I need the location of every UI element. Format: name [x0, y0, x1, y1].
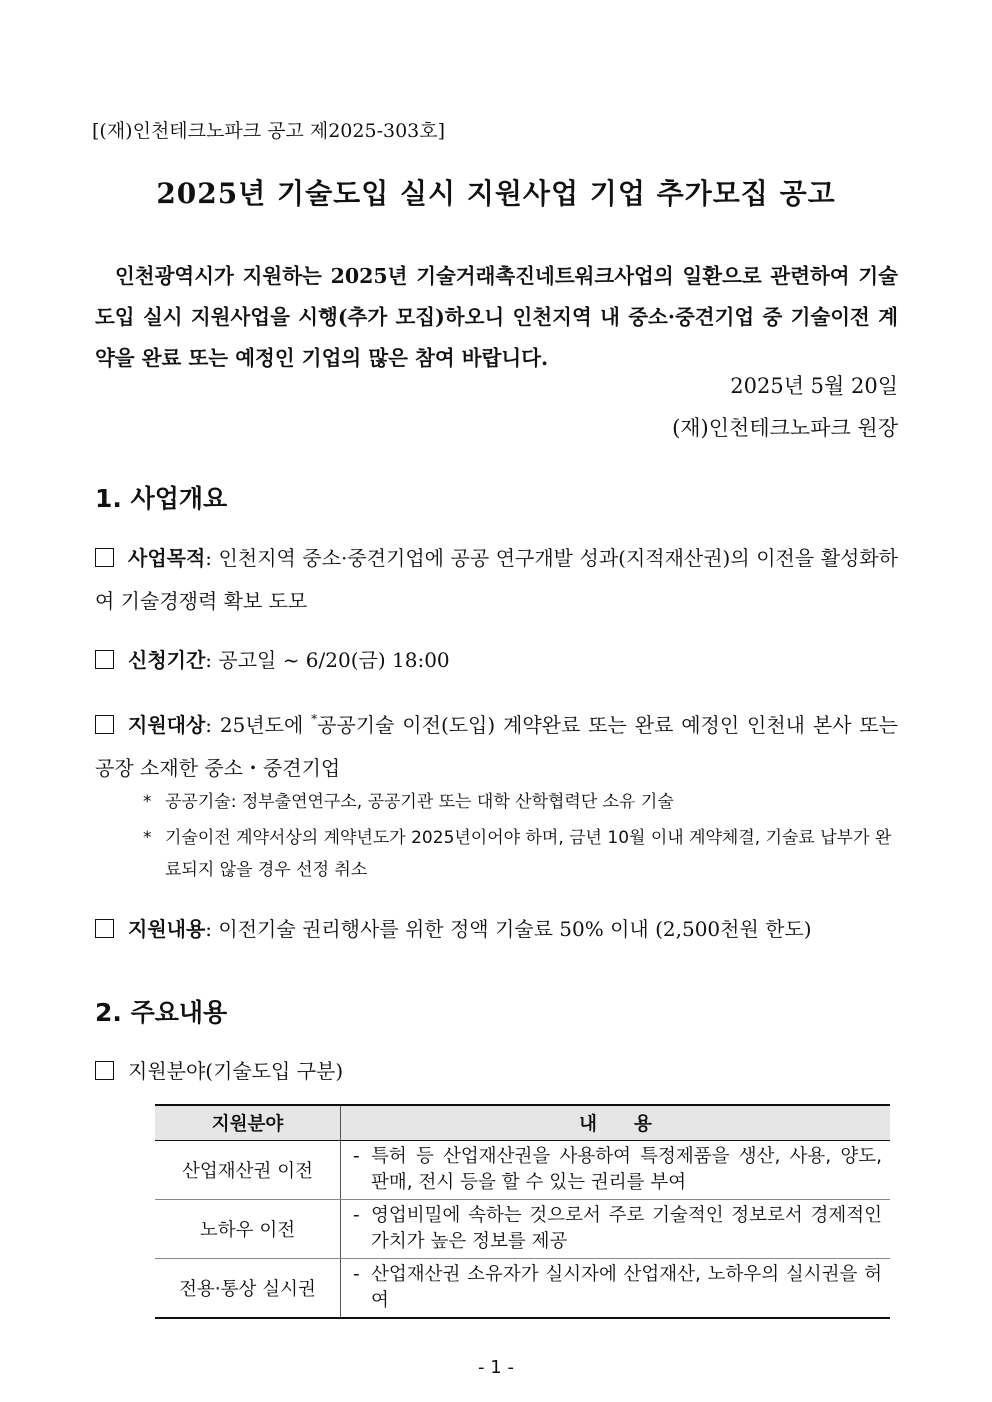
period-label: 신청기간: [128, 648, 206, 672]
table-cell-field: 전용·통상 실시권: [155, 1259, 341, 1319]
page-number: - 1 -: [478, 1357, 514, 1378]
table-row: [155, 1141, 890, 1200]
table-header-content: 내 용: [341, 1105, 891, 1141]
section-1-heading: 1. 사업개요: [95, 484, 228, 513]
organization-signature: (재)인천테크노파크 원장: [672, 416, 898, 440]
checkbox-square-icon: [95, 650, 114, 669]
purpose-text: : 인천지역 중소·중견기업에 공공 연구개발 성과(지적재산권)의 이전을 활성화하여 기술경쟁력 확보 도모: [95, 546, 898, 613]
notice-number: [(재)인천테크노파크 공고 제2025-303호]: [92, 120, 446, 142]
desc-text: - 산업재산권 소유자가 실시자에 산업재산, 노하우의 실시권을 허여: [353, 1262, 882, 1314]
table-cell-desc: [341, 1141, 891, 1200]
section-2-heading: 2. 주요내용: [95, 998, 228, 1027]
desc-text: - 영업비밀에 속하는 것으로서 주로 기술적인 정보로서 경제적인 가치가 높은 정보를 제공: [353, 1203, 882, 1255]
table-header-field: 지원분야: [155, 1105, 341, 1141]
footnote-text: 공공기술: 정부출연연구소, 공공기관 또는 대학 산학협력단 소유 기술: [165, 792, 674, 812]
field-item: [95, 1050, 898, 1093]
table-cell-field: 노하우 이전: [155, 1200, 341, 1259]
support-content-label: 지원내용: [128, 917, 206, 941]
support-field-table: [155, 1104, 890, 1319]
target-text-pre: : 25년도에: [205, 713, 312, 737]
field-title: 지원분야(기술도입 구분): [128, 1059, 344, 1083]
checkbox-square-icon: [95, 715, 114, 734]
footnote-star: *: [143, 792, 152, 812]
period-text: : 공고일 ~ 6/20(금) 18:00: [205, 648, 450, 672]
table-row: [155, 1259, 890, 1319]
purpose-label: 사업목적: [128, 546, 206, 570]
target-label: 지원대상: [128, 713, 206, 737]
checkbox-square-icon: [95, 548, 114, 567]
desc-text: - 특허 등 산업재산권을 사용하여 특정제품을 생산, 사용, 양도, 판매, 전시 등을 할 수 있는 권리를 부여: [353, 1144, 882, 1196]
support-content-item: [95, 908, 898, 951]
table-row: [155, 1200, 890, 1259]
checkbox-square-icon: [95, 919, 114, 938]
target-item: [95, 698, 898, 790]
period-item: [95, 639, 898, 682]
intro-paragraph: [95, 256, 898, 379]
target-text-post: 공공기술 이전(도입) 계약완료 또는 완료 예정인 인천내 본사 또는 공장 소재한 중소・중견기업: [95, 713, 898, 780]
footnote-text: 기술이전 계약서상의 계약년도가 2025년이어야 하며, 금년 10월 이내 계약체결, 기술료 납부가 완료되지 않을 경우 선정 취소: [165, 828, 892, 880]
table-cell-desc: [341, 1259, 891, 1319]
footnote-contract: [143, 822, 898, 886]
footnote-marker: *: [311, 712, 318, 726]
checkbox-square-icon: [95, 1061, 114, 1080]
footnote-public-tech: [143, 786, 898, 818]
purpose-item: [95, 537, 898, 623]
support-content-text: : 이전기술 권리행사를 위한 정액 기술료 50% 이내 (2,500천원 한도): [205, 917, 812, 941]
footnote-star: *: [143, 828, 152, 848]
announcement-date: 2025년 5월 20일: [730, 374, 898, 398]
table-header-row: [155, 1105, 890, 1141]
table-cell-desc: [341, 1200, 891, 1259]
page-title: 2025년 기술도입 실시 지원사업 기업 추가모집 공고: [156, 177, 836, 210]
intro-text: 인천광역시가 지원하는 2025년 기술거래촉진네트워크사업의 일환으로 관련하여 기술도입 실시 지원사업을 시행(추가 모집)하오니 인천지역 내 중소·중견기업 중 기술이전 계약을 완료 또는 예정인 기업의 많은 참여 바랍니다.: [95, 264, 898, 370]
table-cell-field: 산업재산권 이전: [155, 1141, 341, 1200]
